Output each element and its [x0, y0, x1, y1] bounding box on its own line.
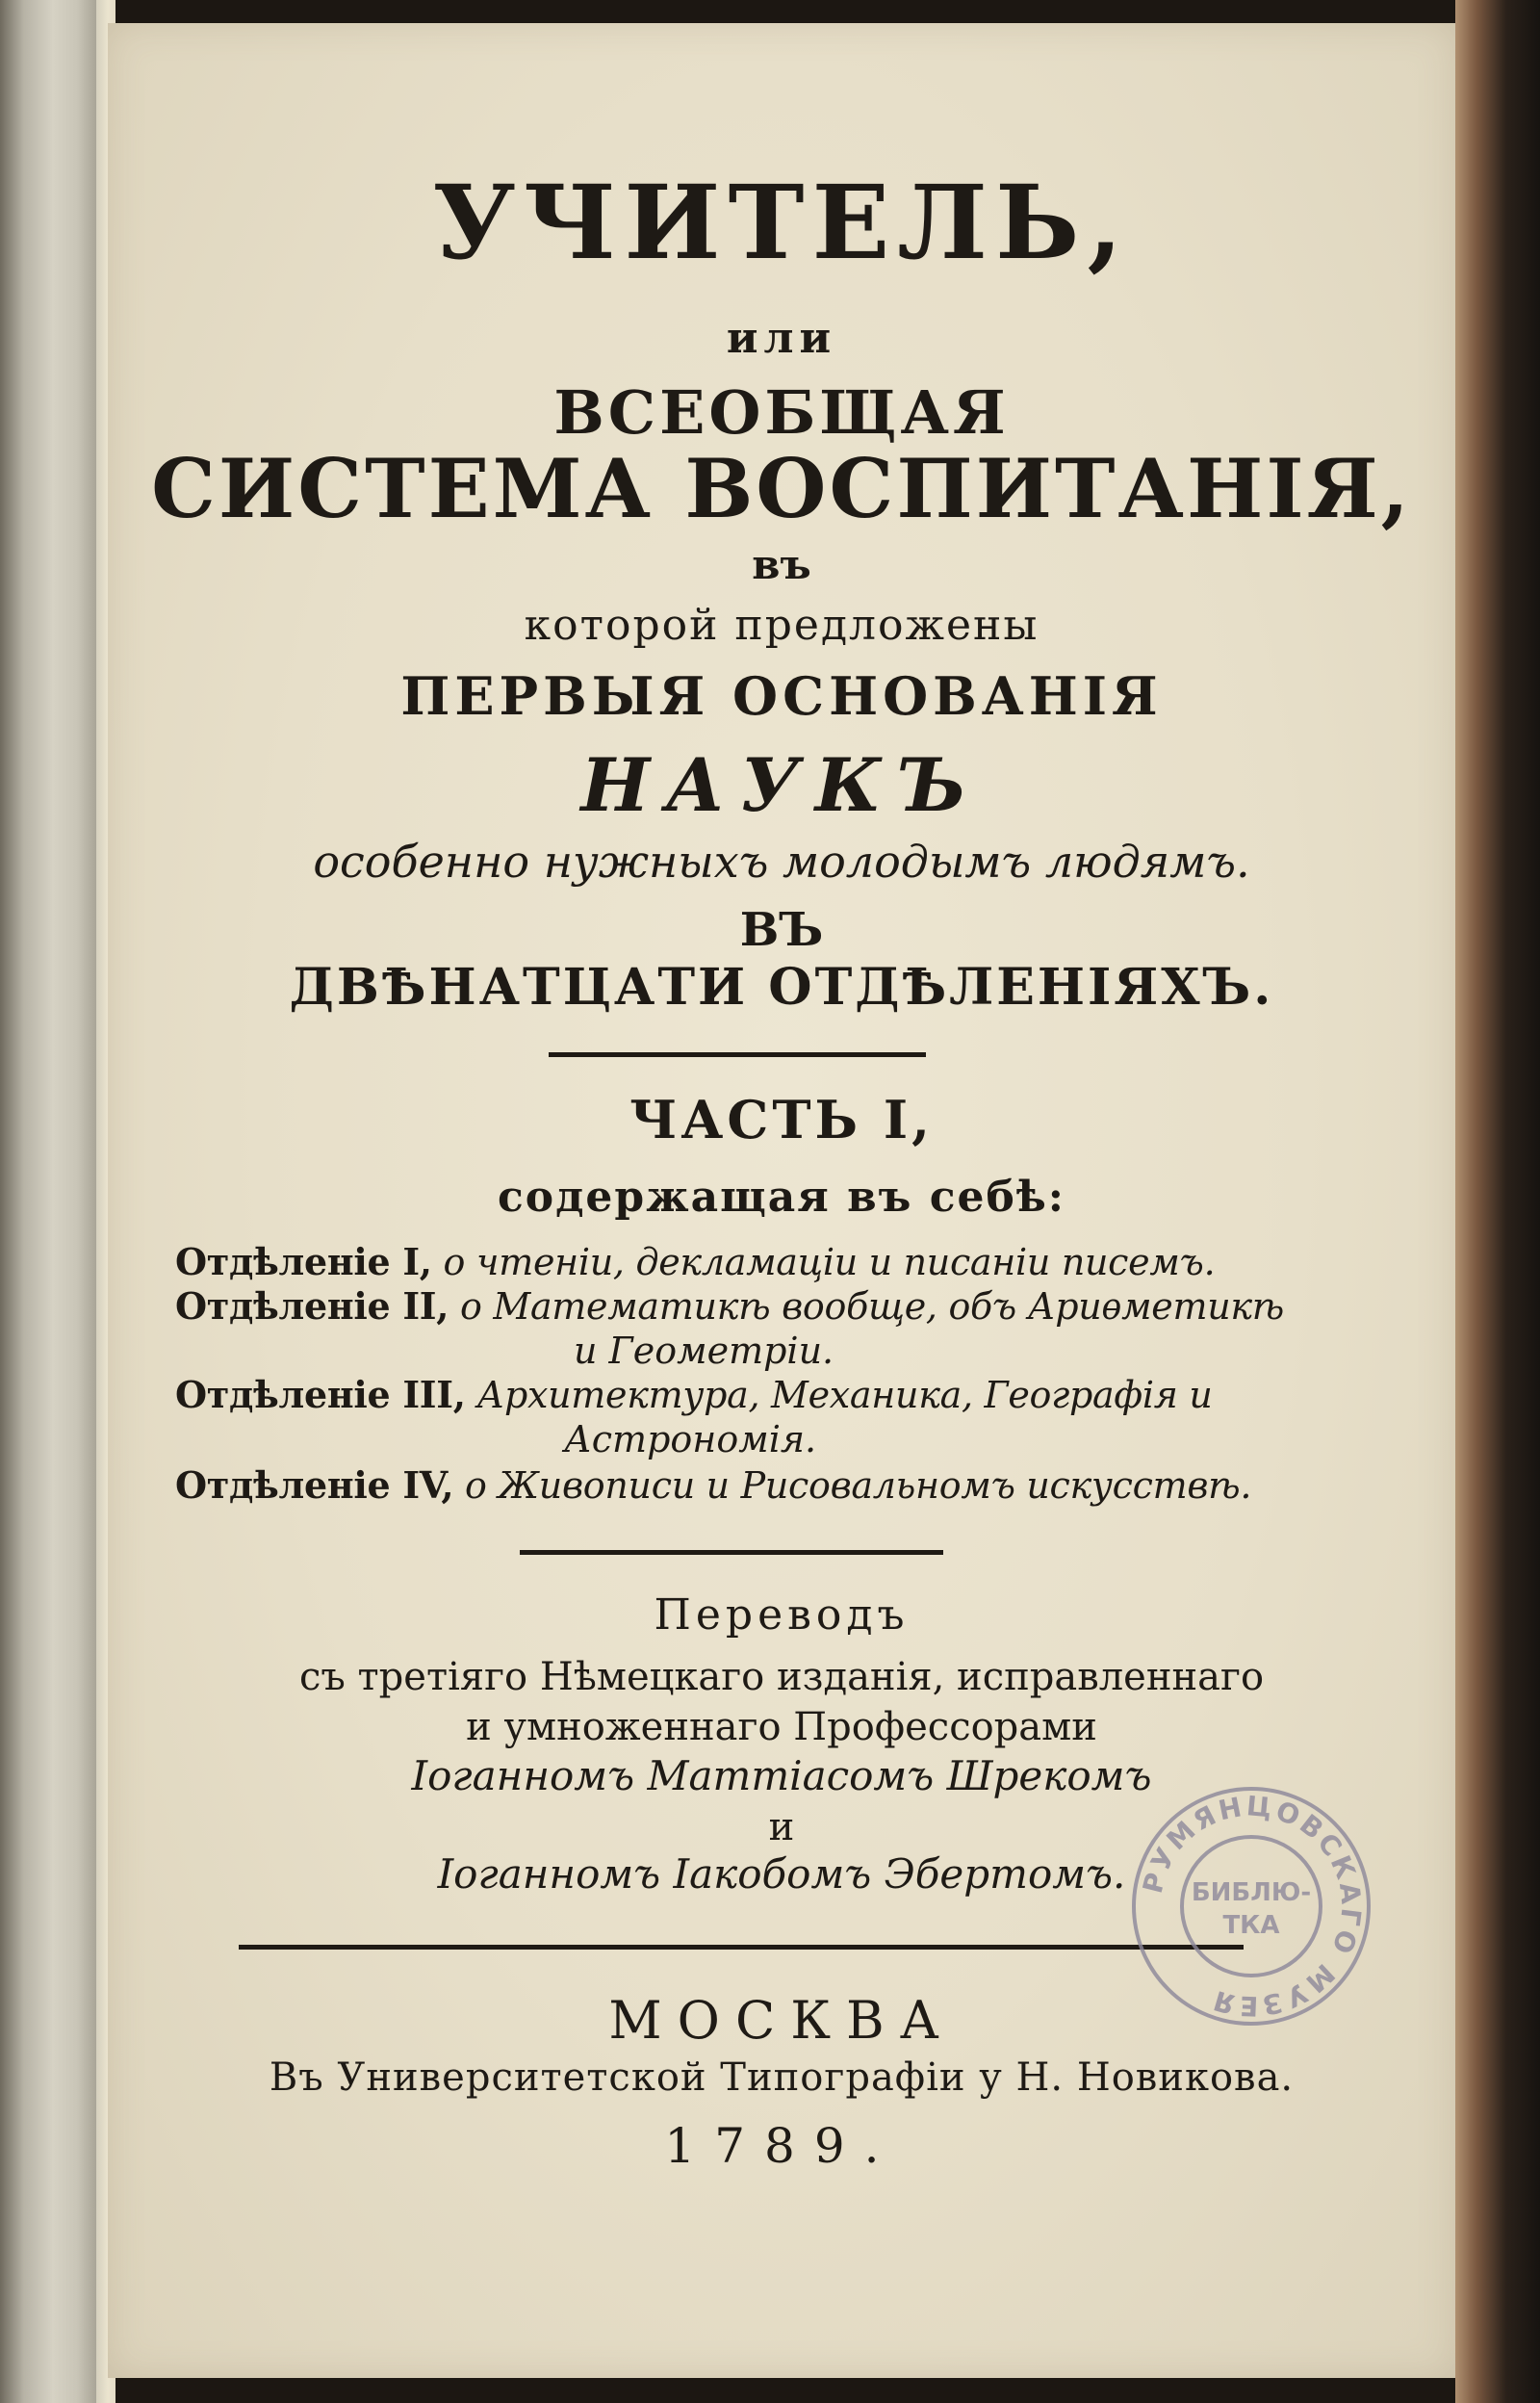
translation-line: съ третіяго Нѣмецкаго изданія, исправленнаго [298, 1655, 1265, 1699]
divider-rule [239, 1945, 1244, 1950]
stamp-center-text: ТКА [1222, 1911, 1280, 1940]
subtitle-pervyya: ПЕРВЫЯ ОСНОВАНІЯ [400, 665, 1163, 727]
divider-rule [549, 1052, 926, 1057]
department-description: Архитектура, Механика, Географія и [476, 1374, 1213, 1416]
book-cover-edge [0, 0, 96, 2403]
department-description: о чтеніи, декламаціи и писаніи писемъ. [443, 1241, 1216, 1283]
subtitle-vseobshchaya: ВСЕОБЩАЯ [553, 377, 1010, 448]
translator-name: Іоганномъ Іакобомъ Эбертомъ. [437, 1850, 1126, 1898]
contents-intro: содержащая въ себѣ: [497, 1173, 1066, 1222]
library-stamp [1128, 1783, 1374, 2029]
department-label: Отдѣленіе I, [175, 1240, 432, 1283]
title-connector: или [726, 314, 837, 363]
translation-heading: Переводъ [654, 1590, 910, 1640]
department-description: о Живописи и Рисовальномъ искусствѣ. [465, 1464, 1252, 1507]
department-entry [175, 1284, 1285, 1328]
part-heading: ЧАСТЬ I, [629, 1089, 934, 1150]
subtitle-kotoroj: которой предложены [524, 601, 1040, 650]
translation-line: и умноженнаго Профессорами [466, 1705, 1097, 1749]
book-title: УЧИТЕЛЬ, [432, 162, 1131, 282]
stamp-center-text: БИБЛЮ- [1191, 1878, 1312, 1907]
translation-conjunction: и [768, 1805, 795, 1849]
department-continuation: и Геометріи. [574, 1330, 834, 1372]
subtitle-preposition-2: ВЪ [739, 903, 824, 957]
department-label: Отдѣленіе IV, [175, 1463, 454, 1507]
department-label: Отдѣленіе II, [175, 1284, 449, 1328]
department-continuation: Астрономія. [564, 1418, 817, 1460]
imprint-city: МОСКВА [608, 1990, 955, 2051]
stamp-ring-text: РУМЯНЦОВСКАГО МУЗЕЯ [1136, 1790, 1368, 2023]
department-description: о Математикѣ вообще, объ Ариѳметикѣ [459, 1285, 1285, 1328]
subtitle-dvenadcati: ДВѢНАТЦАТИ ОТДѢЛЕНІЯХЪ. [289, 958, 1274, 1017]
subtitle-nauk: НАУКЪ [580, 742, 983, 828]
department-entry [175, 1240, 1216, 1283]
department-entry [175, 1463, 1252, 1507]
divider-rule [520, 1550, 943, 1555]
translator-name: Іоганномъ Маттіасомъ Шрекомъ [411, 1752, 1152, 1799]
subtitle-sistema: СИСТЕМА ВОСПИТАНІЯ, [151, 441, 1412, 536]
book-fore-edge [1455, 0, 1540, 2403]
imprint-press: Въ Университетской Типографіи у Н. Новикова. [269, 2055, 1295, 2100]
department-entry [175, 1373, 1213, 1416]
imprint-year: 1789. [664, 2118, 899, 2174]
department-label: Отдѣленіе III, [175, 1373, 466, 1416]
subtitle-osobenno: особенно нужныхъ молодымъ людямъ. [313, 836, 1250, 888]
subtitle-preposition: въ [752, 541, 811, 588]
